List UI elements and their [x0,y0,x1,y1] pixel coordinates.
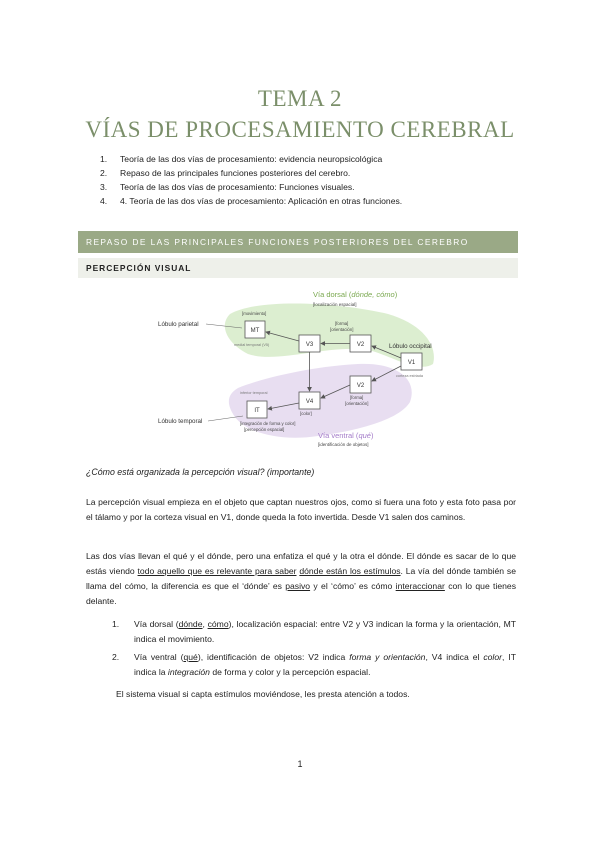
ventral-title: Vía ventral (qué) [318,431,374,440]
forma-bottom-label: [forma] [350,395,364,400]
orientacion-top-label: [orientación] [330,327,354,332]
list2-italic-2: color [483,652,502,662]
document-title-line2: VÍAS DE PROCESAMIENTO CEREBRAL [85,117,515,142]
para2-underline-4: interaccionar [395,581,445,591]
v3-label: V3 [305,342,314,348]
para2-text-d: y el ‘cómo’ es cómo [310,581,396,591]
para2-text-c: . La vía del dónde también se llama del cómo, la diferencia es que el ‘dónde’ es [86,566,517,591]
toc-number: 4. [100,196,108,206]
movimiento-label: [movimiento] [242,311,267,316]
mt-label: MT [250,328,260,334]
document-title-line1: TEMA 2 [257,86,343,111]
list-number: 1. [112,619,120,629]
toc-number: 2. [100,168,108,178]
question-heading: ¿Cómo está organizada la percepción visual? (importante) [86,467,315,477]
list1-text-c: ), localización espacial: entre V2 y V3 indican la forma y la orientación, MT indica el movimiento. [134,619,516,644]
toc-text: Repaso de las principales funciones posteriores del cerebro. [120,168,351,178]
list1-underline-1: dónde [178,619,203,629]
toc-text: Teoría de las dos vías de procesamiento: evidencia neuropsicológica [120,154,383,164]
list2-text-b: ), identificación de objetos: V2 indica [197,652,350,662]
para2-underline-3: pasivo [285,581,311,591]
dorsal-title: Vía dorsal (dónde, cómo) [313,290,398,299]
toc-item [100,166,520,180]
dorsal-subtitle: [localización espacial] [313,302,357,307]
table-of-contents [100,152,520,208]
para2-text-a: Las dos vías llevan el qué y el dónde, pero una enfatiza el qué y la otra el dónde. El dónde es sacar de lo que estás viendo [86,551,516,576]
section-banner: REPASO DE LAS PRINCIPALES FUNCIONES POSTERIORES DEL CEREBRO [78,231,518,253]
forma-top-label: [forma] [335,321,349,326]
paragraph-1: La percepción visual empieza en el objeto que captan nuestros ojos, como si fuera una foto y esta foto pasa por el tálamo y por la corteza visual en V1, donde queda la foto invertida. Desde V1 salen dos caminos. [86,497,516,522]
list-item [112,650,516,680]
subsection-banner: PERCEPCIÓN VISUAL [78,258,518,278]
percepcion-espacial-label: [percepción espacial] [244,427,285,432]
toc-text: Teoría de las dos vías de procesamiento: Funciones visuales. [120,182,355,192]
para2-text-e: con lo que tienes delante. [86,581,516,606]
lobulo-temporal-label: Lóbulo temporal [158,418,203,425]
integracion-label: [integración de forma y color] [240,421,296,426]
list1-text-b: , [202,619,208,629]
toc-item [100,152,520,166]
toc-item [100,180,520,194]
v2-bottom-label: V2 [356,383,365,389]
toc-number: 3. [100,182,108,192]
medial-temporal-label: medial temporal (V5) [234,343,270,347]
list2-text-c: , V4 indica el [425,652,484,662]
list2-italic-1: forma y orientación [349,652,426,662]
toc-number: 1. [100,154,108,164]
toc-item [100,194,520,208]
inferior-temporal-label: inferior temporal [240,391,268,395]
para2-underline-2: dónde están los estímulos [299,566,401,576]
toc-text: 4. Teoría de las dos vías de procesamiento: Aplicación en otras funciones. [120,196,403,206]
lobulo-parietal-label: Lóbulo parietal [158,321,199,328]
corteza-estriada-label: corteza estriada [396,374,424,378]
lobulo-occipital-label: Lóbulo occipital [389,343,432,350]
list2-italic-3: integración [167,667,210,677]
list2-text-a: Vía ventral ( [134,652,184,662]
list2-text-d: , IT indica la [134,652,516,677]
v1-label: V1 [407,360,416,366]
orientacion-bottom-label: [orientación] [345,401,369,406]
v2-top-label: V2 [356,342,365,348]
para2-underline-1: todo aquello que es relevante para saber [137,566,297,576]
page-number: 1 [297,759,303,769]
it-label: IT [254,408,260,414]
list-item [112,617,516,647]
ventral-subtitle: [identificación de objetos] [318,442,369,447]
list-item-text [134,650,516,680]
list1-text-a: Vía dorsal ( [134,619,179,629]
list-item-text [134,617,516,647]
v4-label: V4 [305,399,314,405]
list2-text-e: de forma y color y la percepción espacial. [209,667,371,677]
paragraph-3: El sistema visual si capta estímulos moviéndose, les presta atención a todos. [116,689,410,699]
list-number: 2. [112,652,120,662]
pathways-list [112,617,516,680]
paragraph-2 [86,549,516,609]
visual-pathways-diagram [148,284,448,449]
color-label: [color] [300,411,312,416]
list2-underline-1: qué [183,652,198,662]
list1-underline-2: cómo [207,619,229,629]
